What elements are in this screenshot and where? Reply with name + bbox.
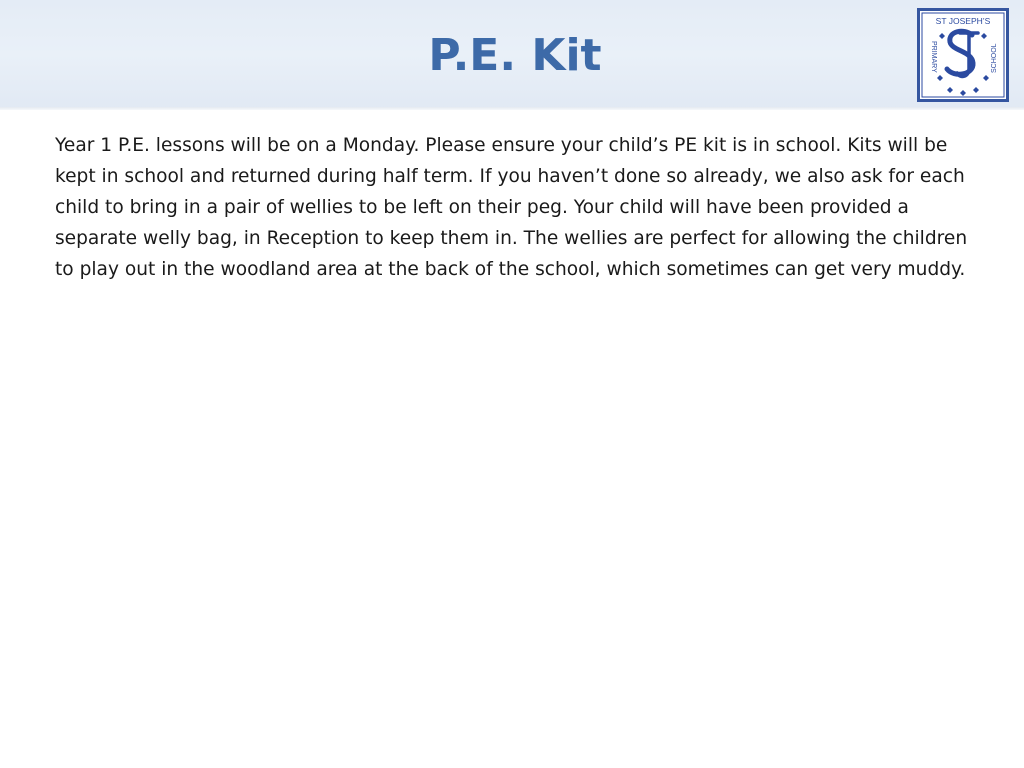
- svg-text:SCHOOL: SCHOOL: [991, 43, 998, 73]
- svg-text:ST JOSEPH’S: ST JOSEPH’S: [935, 16, 991, 26]
- svg-text:PRIMARY: PRIMARY: [930, 41, 937, 73]
- page-title: P.E. Kit: [428, 30, 602, 81]
- school-crest-icon: [920, 11, 1006, 99]
- school-logo: [917, 8, 1009, 102]
- body-paragraph: Year 1 P.E. lessons will be on a Monday. Please ensure your child’s PE kit is in school. Kits will be kept in school and returned during half term. If you haven’t done so already, we also ask for each child to bring in a pair of wellies to be left on their peg. Your child will have been provided a separate welly bag, in Reception to keep them in. The wellies are perfect for allowing the children to play out in the woodland area at the back of the school, which sometimes can get very muddy.: [55, 135, 968, 280]
